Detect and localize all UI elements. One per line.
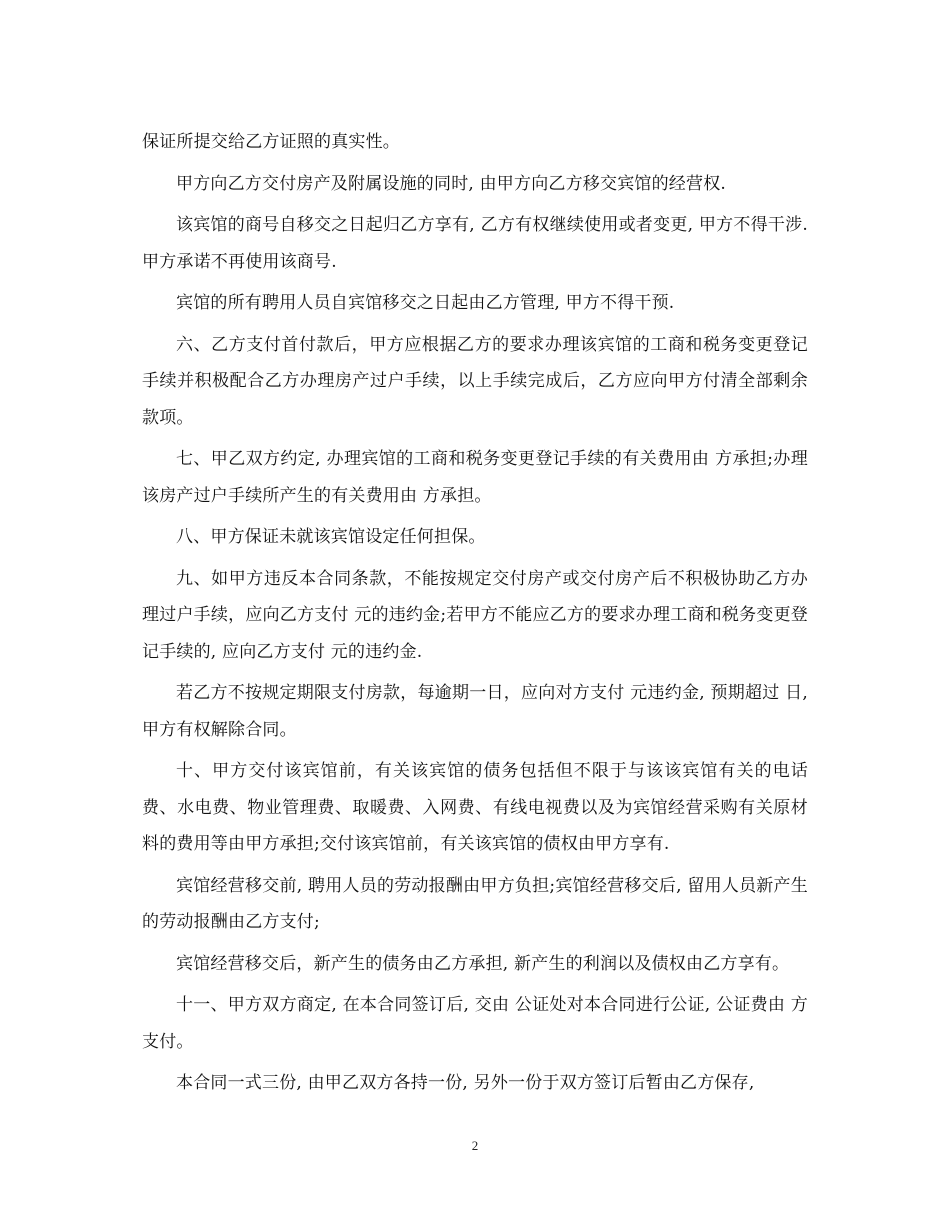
paragraph-3: 该宾馆的商号自移交之日起归乙方享有, 乙方有权继续使用或者变更, 甲方不得干涉. 甲方承诺不再使用该商号. (142, 215, 808, 272)
page-number: 2 (471, 1138, 479, 1153)
paragraph-12: 宾馆经营移交后，新产生的债务由乙方承担, 新产生的利润以及债权由乙方享有。 (176, 953, 790, 974)
paragraph-4: 宾馆的所有聘用人员自宾馆移交之日起由乙方管理, 甲方不得干预. (176, 293, 675, 313)
paragraph-14: 本合同一式三份, 由甲乙双方各持一份, 另外一份于双方签订后暂由乙方保存, (176, 1073, 755, 1093)
paragraph-1: 保证所提交给乙方证照的真实性。 (142, 132, 400, 152)
paragraph-7: 八、甲方保证未就该宾馆设定任何担保。 (176, 527, 486, 547)
paragraph-5: 六、乙方支付首付款后，甲方应根据乙方的要求办理该宾馆的工商和税务变更登记手续并积极配合乙方办理房产过户手续，以上手续完成后，乙方应向甲方付清全部剩余款项。 (142, 334, 808, 428)
document-body (142, 124, 808, 1107)
paragraph-13: 十一、甲方双方商定, 在本合同签订后, 交由 公证处对本合同进行公证, 公证费由 方支付。 (142, 995, 808, 1052)
paragraph-6: 七、甲乙双方约定, 办理宾馆的工商和税务变更登记手续的有关费用由 方承担;办理该房产过户手续所产生的有关费用由 方承担。 (142, 449, 808, 506)
paragraph-11: 宾馆经营移交前, 聘用人员的劳动报酬由甲方负担;宾馆经营移交后, 留用人员新产生的劳动报酬由乙方支付; (142, 875, 808, 932)
paragraph-2: 甲方向乙方交付房产及附属设施的同时, 由甲方向乙方移交宾馆的经营权. (176, 173, 727, 194)
paragraph-9: 若乙方不按规定期限支付房款，每逾期一日，应向对方支付 元违约金, 预期超过 日, 甲方有权解除合同。 (142, 683, 808, 740)
paragraph-8: 九、如甲方违反本合同条款，不能按规定交付房产或交付房产后不积极协助乙方办理过户手续，应向乙方支付 元的违约金;若甲方不能应乙方的要求办理工商和税务变更登记手续的, 应向乙方支付 元的违约金. (142, 568, 808, 662)
paragraph-10: 十、甲方交付该宾馆前，有关该宾馆的债务包括但不限于与该该宾馆有关的电话费、水电费、物业管理费、取暖费、入网费、有线电视费以及为宾馆经营采购有关原材料的费用等由甲方承担;交付该宾馆前，有关该宾馆的债权由甲方享有. (142, 761, 808, 854)
